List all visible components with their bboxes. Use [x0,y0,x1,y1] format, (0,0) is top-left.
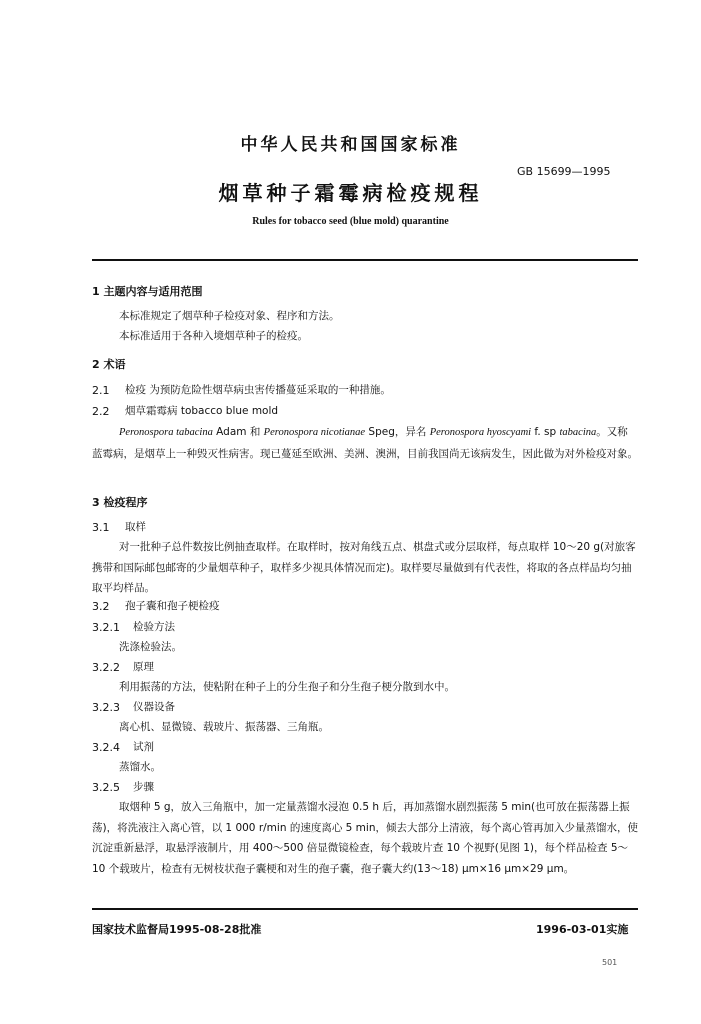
clause-paragraph: 利用振荡的方法，使粘附在种子上的分生孢子和分生孢子梗分散到水中。 [119,681,455,693]
clause-title: 检验方法 [133,621,175,633]
definition-paragraph [92,422,638,464]
clause-number: 3.2.1 [92,621,120,634]
text-run: Speg，异名 [365,426,430,438]
clause-number: 3.2.2 [92,661,120,674]
species-name: tabacina [559,427,597,438]
section-1-paragraph: 本标准适用于各种入境烟草种子的检疫。 [119,330,308,342]
standard-number: GB 15699—1995 [517,165,611,178]
section-2-heading: 2 术语 [92,358,126,371]
text-run: Adam 和 [212,426,264,438]
clause-number: 3.2 [92,600,110,613]
text-run: 。又称蓝霉病，是烟草上一种毁灭性病害。现已蔓延至欧洲、美洲、澳洲，目前我国尚无该病发生，因此做为对外检疫对象。 [92,426,638,460]
document-title: 烟草种子霜霉病检疫规程 [218,181,483,205]
page-number: 501 [602,958,618,967]
clause-number: 3.2.3 [92,701,120,714]
clause-text: 烟草霜霉病 tobacco blue mold [125,405,279,417]
clause-number: 3.2.5 [92,781,120,794]
species-name: Peronospora tabacina [119,427,213,438]
org-title: 中华人民共和国国家标准 [240,135,461,155]
clause-title: 仪器设备 [133,701,175,713]
clause-title: 孢子囊和孢子梗检疫 [125,600,220,612]
effective-date-line: 1996-03-01实施 [536,923,629,936]
footer-rule [92,908,638,910]
section-3-heading: 3 检疫程序 [92,496,148,509]
clause-number: 3.2.4 [92,741,120,754]
clause-title: 原理 [133,661,154,673]
clause-title: 步骤 [133,781,154,793]
clause-paragraph: 蒸馏水。 [119,761,161,773]
section-1-heading: 1 主题内容与适用范围 [92,285,203,298]
species-name: Peronospora nicotianae [263,427,366,438]
section-1-paragraph: 本标准规定了烟草种子检疫对象、程序和方法。 [119,310,340,322]
clause-paragraph: 洗涤检验法。 [119,641,182,653]
header-rule [92,259,638,261]
document-title-english: Rules for tobacco seed (blue mold) quarantine [252,216,449,227]
clause-text: 检疫 为预防危险性烟草病虫害传播蔓延采取的一种措施。 [125,384,391,396]
clause-title: 取样 [125,521,146,533]
clause-paragraph: 离心机、显微镜、载玻片、振荡器、三角瓶。 [119,721,329,733]
species-name: Peronospora hyoscyami [429,427,532,438]
clause-number: 2.2 [92,405,110,418]
approval-line: 国家技术监督局1995-08-28批准 [92,923,262,936]
clause-number: 3.1 [92,521,110,534]
clause-number: 2.1 [92,384,110,397]
text-run: f. sp [531,426,560,438]
clause-paragraph: 取烟种 5 g，放入三角瓶中，加一定量蒸馏水浸泡 0.5 h 后，再加蒸馏水剧烈振荡 5 min(也可放在振荡器上振荡)，将洗液注入离心管，以 1 000 r/min 的速度离心 5 min，倾去大部分上清液，每个离心管再加入少量蒸馏水，使沉淀重新悬浮，取悬浮液制片，用 400～500 倍显微镜检查，每个载玻片查 10 个视野(见图 1)，每个样品检查 5～10 个载玻片，检查有无树枝状孢子囊梗和对生的孢子囊，孢子囊大约(13～18) μm×16 μm×29 μm。 [92,801,638,875]
clause-paragraph: 对一批种子总件数按比例抽查取样。在取样时，按对角线五点、棋盘式或分层取样，每点取样 10～20 g(对旅客携带和国际邮包邮寄的少量烟草种子，取样多少视具体情况而定)。取样要尽量做到有代表性，将取的各点样品均匀抽取平均样品。 [92,541,636,594]
clause-title: 试剂 [133,741,154,753]
